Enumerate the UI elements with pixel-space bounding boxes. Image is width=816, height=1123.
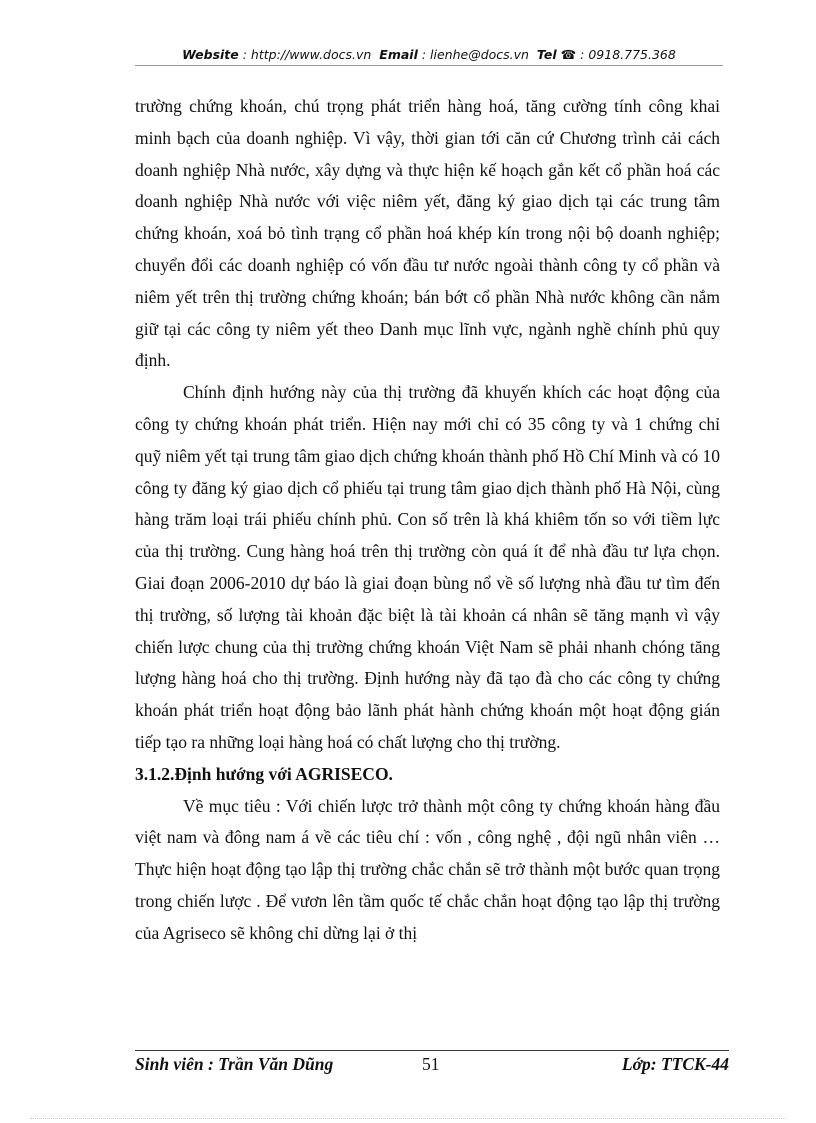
page-footer: [135, 1054, 729, 1078]
tel-label: Tel: [536, 47, 557, 62]
document-body: [135, 91, 720, 950]
page-header: [135, 47, 723, 62]
paragraph-1: trường chứng khoán, chú trọng phát triển hàng hoá, tăng cường tính công khai minh bạch của doanh nghiệp. Vì vậy, thời gian tới căn cứ Chương trình cải cách doanh nghiệp Nhà nước, xây dựng và thực hiện kế hoạch gắn kết cổ phần hoá các doanh nghiệp Nhà nước với việc niêm yết, đăng ký giao dịch tại các trung tâm chứng khoán, xoá bỏ tình trạng cổ phần hoá khép kín trong nội bộ doanh nghiệp; chuyển đổi các doanh nghiệp có vốn đầu tư nước ngoài thành công ty cổ phần và niêm yết trên thị trường chứng khoán; bán bớt cổ phần Nhà nước không cần nắm giữ tại các công ty niêm yết theo Danh mục lĩnh vực, ngành nghề chính phủ quy định.: [135, 96, 720, 371]
header-divider: [135, 65, 723, 66]
footer-divider: [135, 1050, 729, 1051]
class-label: Lớp: TTCK-44: [621, 1054, 729, 1074]
tel-value: : 0918.775.368: [580, 47, 676, 62]
student-name: Sinh viên : Trần Văn Dũng: [135, 1054, 334, 1074]
page-bottom-border: [30, 1118, 786, 1119]
website-label: Website: [182, 47, 239, 62]
section-heading: 3.1.2.Định hướng với AGRISECO.: [135, 763, 393, 784]
email-label: Email: [379, 47, 418, 62]
website-value[interactable]: : http://www.docs.vn: [242, 47, 372, 62]
phone-icon: ☎: [560, 47, 577, 62]
email-value[interactable]: : lienhe@docs.vn: [421, 47, 529, 62]
paragraph-3: Về mục tiêu : Với chiến lược trở thành một công ty chứng khoán hàng đầu việt nam và đông nam á về các tiêu chí : vốn , công nghệ , đội ngũ nhân viên … Thực hiện hoạt động tạo lập thị trường chắc chắn sẽ trở thành một bước quan trọng trong chiến lược . Để vươn lên tầm quốc tế chắc chắn hoạt động tạo lập thị trường của Agriseco sẽ không chỉ dừng lại ở thị: [135, 795, 720, 943]
paragraph-2: Chính định hướng này của thị trường đã khuyến khích các hoạt động của công ty chứng khoán phát triển. Hiện nay mới chỉ có 35 công ty và 1 chứng chỉ quỹ niêm yết tại trung tâm giao dịch chứng khoán thành phố Hồ Chí Minh và có 10 công ty đăng ký giao dịch cổ phiếu tại trung tâm giao dịch thành phố Hà Nội, cùng hàng trăm loại trái phiếu chính phủ. Con số trên là khá khiêm tốn so với tiềm lực của thị trường. Cung hàng hoá trên thị trường còn quá ít để nhà đầu tư lựa chọn. Giai đoạn 2006-2010 dự báo là giai đoạn bùng nổ về số lượng nhà đầu tư tìm đến thị trường, số lượng tài khoản đặc biệt là tài khoản cá nhân sẽ tăng mạnh vì vậy chiến lược chung của thị trường chứng khoán Việt Nam sẽ phải nhanh chóng tăng lượng hàng hoá cho thị trường. Định hướng này đã tạo đà cho các công ty chứng khoán phát triển hoạt động bảo lãnh phát hành chứng khoán một hoạt động gián tiếp tạo ra những loại hàng hoá có chất lượng cho thị trường.: [135, 382, 720, 752]
page-number: 51: [422, 1054, 440, 1074]
